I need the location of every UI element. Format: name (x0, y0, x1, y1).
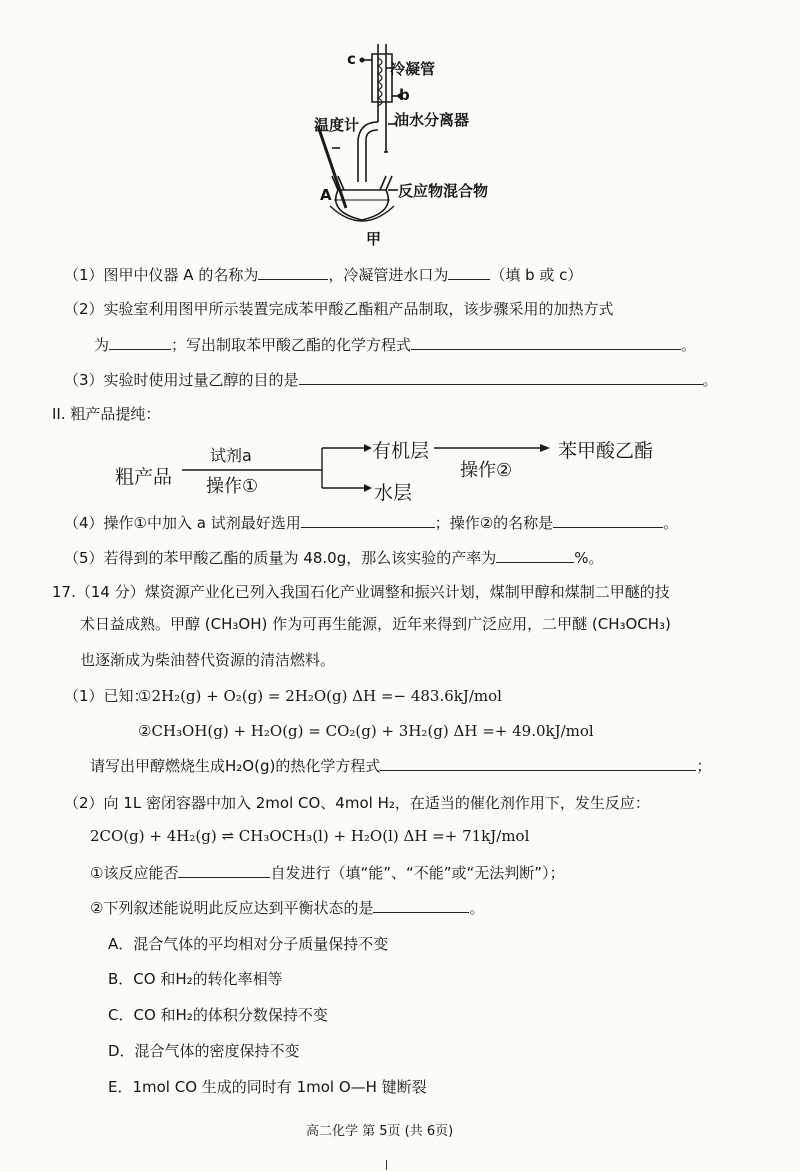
separator-label: 油水分离器 (394, 111, 470, 129)
product-label: 苯甲酸乙酯 (558, 440, 654, 462)
answer-blank[interactable] (178, 862, 270, 878)
question-2-line1: （2）实验室利用图甲所示装置完成苯甲酸乙酯粗产品制取，该步骤采用的加热方式 (64, 300, 614, 318)
question-17-line1: 17.（14 分）煤资源产业化已列入我国石化产业调整和振兴计划，煤制甲醇和煤制二甲醚的技 (52, 583, 670, 601)
option-C: C．CO 和H₂的体积分数保持不变 (108, 1006, 328, 1024)
question-1: （1）图甲中仪器 A 的名称为 ，冷凝管进水口为 （填 b 或 c） (64, 266, 583, 284)
question-5: （5）若得到的苯甲酸乙酯的质量为 48.0g，那么该实验的产率为 %。 (64, 549, 604, 567)
reagent-a-label: 试剂a (210, 446, 252, 465)
page-footer: 高二化学 第 5页 (共 6页) (306, 1124, 454, 1139)
option-A: A．混合气体的平均相对分子质量保持不变 (108, 935, 389, 953)
question-2-line2: 为 ；写出制取苯甲酸乙酯的化学方程式 。 (94, 336, 697, 354)
sub-question-2: ②下列叙述能说明此反应达到平衡状态的是 。 (90, 899, 485, 917)
part-1-label: （1）已知： (64, 687, 149, 705)
operation-2-label: 操作② (460, 460, 513, 481)
equation-1: ①2H₂(g) + O₂(g) = 2H₂O(g) ΔH =− 483.6kJ/mol (138, 687, 502, 705)
figure-caption: 甲 (366, 230, 382, 248)
part-2-line1: （2）向 1L 密闭容器中加入 2mol CO、4mol H₂，在适当的催化剂作用下，发生反应： (64, 794, 650, 812)
label-b: b (399, 86, 410, 104)
organic-layer-label: 有机层 (372, 440, 430, 462)
question-17-line2: 术日益成熟。甲醇 (CH₃OH) 作为可再生能源，近年来得到广泛应用，二甲醚 (CH₃OCH₃) (80, 615, 671, 633)
reaction-equation: 2CO(g) + 4H₂(g) ⇌ CH₃OCH₃(l) + H₂O(l) ΔH =+ 71kJ/mol (90, 827, 530, 845)
page-mark (386, 1160, 387, 1170)
condenser-label: 冷凝管 (390, 60, 436, 78)
answer-blank[interactable] (109, 334, 171, 350)
mixture-label: 反应物混合物 (398, 182, 489, 200)
operation-1-label: 操作① (206, 476, 259, 497)
answer-blank[interactable] (299, 369, 703, 385)
answer-blank[interactable] (496, 547, 574, 563)
part-1-question: 请写出甲醇燃烧生成H₂O(g)的热化学方程式 ； (90, 757, 712, 775)
option-E: E．1mol CO 生成的同时有 1mol O—H 键断裂 (108, 1078, 427, 1096)
question-4: （4）操作①中加入 a 试剂最好选用 ；操作②的名称是 。 (64, 514, 679, 532)
equation-2: ②CH₃OH(g) + H₂O(g) = CO₂(g) + 3H₂(g) ΔH =+ 49.0kJ/mol (138, 722, 594, 740)
answer-blank[interactable] (411, 334, 681, 350)
question-3: （3）实验时使用过量乙醇的目的是 。 (64, 371, 718, 389)
part-2-title: II. 粗产品提纯： (52, 405, 161, 423)
option-B: B．CO 和H₂的转化率相等 (108, 970, 283, 988)
label-A: A (320, 186, 332, 204)
answer-blank[interactable] (448, 264, 490, 280)
answer-blank[interactable] (553, 512, 663, 528)
label-c: c (347, 50, 356, 68)
crude-product-label: 粗产品 (115, 466, 173, 488)
question-17-line3: 也逐渐成为柴油替代资源的清洁燃料。 (80, 651, 336, 669)
answer-blank[interactable] (301, 512, 435, 528)
option-D: D．混合气体的密度保持不变 (108, 1042, 300, 1060)
water-layer-label: 水层 (374, 482, 413, 504)
answer-blank[interactable] (258, 264, 328, 280)
answer-blank[interactable] (373, 897, 469, 913)
answer-blank[interactable] (380, 755, 696, 771)
thermometer-label: 温度计 (314, 116, 360, 134)
sub-question-1: ①该反应能否 自发进行（填“能”、“不能”或“无法判断”）； (90, 864, 565, 882)
